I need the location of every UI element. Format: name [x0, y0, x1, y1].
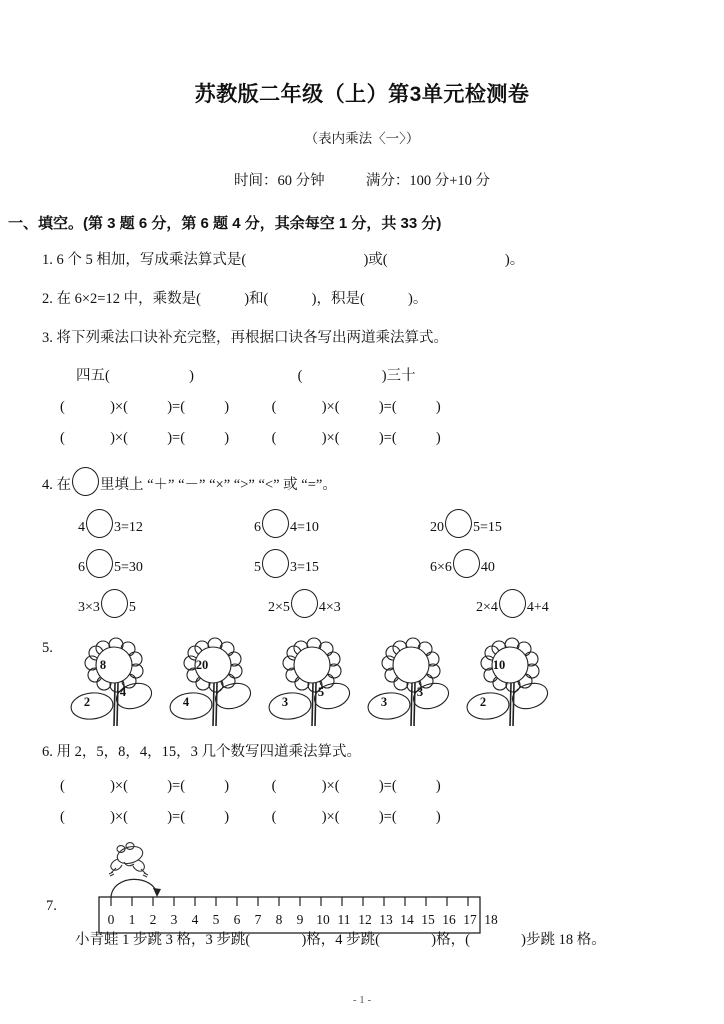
paren-close: ) [224, 399, 230, 416]
svg-text:8: 8 [275, 911, 283, 927]
paren-times: )×( [110, 430, 128, 447]
paren-equals: )=( [378, 430, 397, 447]
question-4-text-b: 里填上 “＋” “－” “×” “>” “<” 或 “=”。 [100, 477, 337, 494]
question-7-text [75, 928, 606, 949]
paren-times: )×( [321, 430, 340, 447]
paren-times: )×( [321, 808, 340, 825]
paren-times: )×( [321, 777, 340, 794]
question-4-item [430, 513, 502, 542]
question-2-text-c: )，积是( [311, 290, 365, 307]
question-4-row [78, 553, 724, 582]
operand-right: 3=12 [114, 519, 143, 535]
total-score: 满分：100 分+10 分 [365, 173, 491, 189]
flower-left-leaf-value[interactable]: 3 [380, 695, 388, 709]
paren-equals: )=( [378, 399, 397, 416]
time-limit: 时间：60 分钟 [233, 173, 325, 189]
question-1-text-c: )。 [504, 252, 525, 268]
equation-slot [272, 809, 441, 825]
paren-close: ) [224, 430, 230, 447]
answer-circle-q4-5[interactable] [262, 549, 289, 578]
answer-circle-q4-3[interactable] [445, 509, 472, 538]
svg-text:15: 15 [421, 911, 435, 927]
question-2 [42, 289, 724, 311]
paren-times: )×( [110, 399, 128, 416]
question-1 [42, 250, 724, 272]
operand-left: 3×3 [78, 599, 100, 615]
operand-left: 6 [78, 559, 85, 575]
operand-left: 4 [78, 519, 85, 535]
paren-open: ( [60, 399, 65, 416]
question-3-equation-row-1 [60, 399, 724, 416]
svg-text:10: 10 [316, 911, 330, 927]
svg-text:5: 5 [212, 911, 220, 927]
question-6-text: 用 2，5，8，4，15，3 几个数写四道乘法算式。 [56, 744, 361, 760]
paren-equals: )=( [167, 808, 186, 825]
flower-left-leaf-value[interactable]: 2 [479, 695, 487, 709]
question-4-item [458, 593, 648, 622]
svg-text:12: 12 [358, 911, 372, 927]
paren-open: ( [271, 399, 277, 416]
answer-circle-q4-2[interactable] [262, 509, 289, 538]
paren-open: ( [60, 430, 65, 447]
question-7-number: 7. [46, 898, 57, 914]
paren-equals: )=( [378, 777, 397, 794]
question-4-row [78, 593, 724, 622]
frog-icon [109, 842, 148, 876]
mnemonic-left [76, 364, 294, 385]
question-4-row [78, 513, 724, 542]
paren-open: ( [271, 777, 277, 794]
answer-circle-q4-6[interactable] [453, 549, 480, 578]
paren-close: ) [435, 430, 441, 447]
svg-text:4: 4 [191, 911, 199, 927]
flower-left-leaf-value[interactable]: 2 [83, 695, 91, 709]
flower-1 [62, 638, 161, 730]
flower-2 [161, 638, 260, 730]
operand-right: 4+4 [526, 599, 549, 615]
question-2-text-b: )和( [244, 290, 269, 307]
paren-equals: )=( [167, 399, 186, 416]
paren-times: )×( [321, 399, 340, 416]
question-4 [42, 471, 724, 500]
paren-equals: )=( [378, 808, 397, 825]
question-5-number: 5. [42, 640, 53, 657]
svg-text:0: 0 [107, 911, 115, 927]
paren-open: ( [271, 808, 277, 825]
question-3-text: 将下列乘法口诀补充完整，再根据口诀各写出两道乘法算式。 [56, 329, 448, 346]
question-1-text-b: )或( [363, 252, 388, 268]
question-4-number: 4. [42, 477, 53, 494]
paren-close: ) [435, 777, 441, 794]
operand-right: 4×3 [318, 599, 341, 615]
svg-text:9: 9 [296, 911, 304, 927]
tick-marks [111, 897, 468, 906]
operand-right: 5=15 [473, 519, 502, 535]
question-7-text-d: )步跳 18 格。 [521, 932, 606, 948]
question-4-item [254, 553, 430, 582]
svg-text:11: 11 [337, 911, 351, 927]
svg-text:3: 3 [170, 911, 178, 927]
operand-left: 5 [254, 559, 261, 575]
question-4-item [268, 593, 458, 622]
operand-left: 6 [254, 519, 261, 535]
mnemonic-right-text-b: )三十 [381, 368, 416, 385]
jump-arc [111, 879, 157, 897]
svg-text:16: 16 [442, 911, 456, 927]
svg-text:14: 14 [400, 911, 414, 927]
question-4-item [430, 553, 495, 582]
operand-left: 6×6 [430, 559, 452, 575]
question-7-text-a: 小青蛙 1 步跳 3 格，3 步跳( [75, 932, 251, 948]
flower-right-leaf-value[interactable]: 5 [317, 685, 325, 699]
svg-text:7: 7 [254, 911, 262, 927]
page-subtitle: （表内乘法〈一〉） [304, 131, 420, 146]
equation-slot [60, 399, 268, 416]
paren-open: ( [60, 777, 65, 794]
paren-close: ) [435, 808, 441, 825]
numberline-drawing [97, 842, 498, 927]
flower-left-leaf-value[interactable]: 3 [281, 695, 289, 709]
question-5-flower-row [62, 638, 724, 730]
answer-circle-q4-7[interactable] [101, 589, 128, 618]
svg-text:6: 6 [233, 911, 241, 927]
question-6 [42, 742, 724, 764]
paren-open: ( [271, 430, 277, 447]
question-4-item [78, 513, 254, 542]
paren-close: ) [224, 808, 230, 825]
answer-circle-q4-8[interactable] [291, 589, 318, 618]
svg-text:18: 18 [484, 911, 498, 927]
question-1-number: 1. [42, 252, 53, 268]
paren-times: )×( [110, 777, 128, 794]
question-4-grid [78, 513, 724, 622]
question-7-text-b: )格，4 步跳( [301, 932, 380, 948]
question-4-text-a: 在 [56, 477, 71, 494]
page-title: 苏教版二年级（上）第3单元检测卷 [194, 83, 530, 106]
section-heading-fill-in-blank: 一、填空。(第 3 题 6 分，第 6 题 4 分，其余每空 1 分，共 33 分) [8, 215, 442, 232]
answer-circle-q4-9[interactable] [499, 589, 526, 618]
flower-drawing-icon [62, 638, 161, 730]
question-3 [42, 328, 724, 350]
flower-right-leaf-value[interactable]: 4 [119, 685, 127, 699]
question-1-text-a: 6 个 5 相加，写成乘法算式是( [56, 252, 247, 268]
flower-left-leaf-value[interactable]: 4 [182, 695, 190, 709]
equation-slot [272, 778, 441, 794]
svg-text:17: 17 [463, 911, 477, 927]
question-3-number: 3. [42, 329, 53, 346]
operand-left: 20 [430, 519, 444, 535]
operand-right: 3=15 [290, 559, 319, 575]
flower-center-value[interactable]: 20 [195, 658, 209, 672]
tick-labels [108, 912, 498, 927]
question-6-equation-row-2 [60, 809, 724, 826]
paren-equals: )=( [167, 430, 186, 447]
paren-close: ) [435, 399, 441, 416]
flower-drawing-icon [458, 638, 557, 730]
operand-left: 2×4 [476, 599, 498, 615]
svg-text:13: 13 [379, 911, 393, 927]
question-6-number: 6. [42, 744, 53, 760]
svg-text:2: 2 [149, 911, 157, 927]
answer-circle-q4-4[interactable] [86, 549, 113, 578]
flower-right-leaf-value[interactable]: 3 [416, 685, 424, 699]
exam-meta [0, 169, 724, 190]
flower-drawing-icon [161, 638, 260, 730]
arrow-head [153, 888, 161, 897]
flower-drawing-icon [359, 638, 458, 730]
operand-right: 40 [480, 559, 495, 575]
paren-times: )×( [110, 808, 128, 825]
flower-3 [260, 638, 359, 730]
flower-drawing-icon [260, 638, 359, 730]
mnemonic-left-text-b: ) [189, 368, 194, 385]
question-2-number: 2. [42, 290, 53, 307]
question-2-text-a: 在 6×2=12 中，乘数是( [56, 290, 201, 307]
equation-slot [60, 430, 268, 447]
flower-4 [359, 638, 458, 730]
flower-center-value[interactable]: 10 [492, 658, 506, 672]
question-3-equation-row-2 [60, 430, 724, 447]
equation-slot [272, 430, 441, 446]
equation-slot [60, 809, 268, 826]
equation-slot [60, 778, 268, 795]
paren-equals: )=( [167, 777, 186, 794]
paren-open: ( [60, 808, 65, 825]
equation-slot [272, 399, 441, 415]
question-2-text-d: )。 [408, 290, 428, 307]
question-7-numberline [97, 842, 498, 927]
operand-left: 2×5 [268, 599, 290, 615]
question-7-text-c: )格，( [431, 932, 470, 948]
operand-right: 5=30 [114, 559, 143, 575]
flower-5 [458, 638, 557, 730]
svg-text:1: 1 [128, 911, 136, 927]
question-4-item [254, 513, 430, 542]
mnemonic-right-text-a: ( [297, 368, 303, 385]
page-footer: - 1 - [352, 994, 372, 1006]
flower-center-value[interactable]: 8 [99, 658, 107, 672]
mnemonic-left-text-a: 四五( [76, 368, 110, 385]
operand-right: 5 [128, 599, 136, 615]
paren-close: ) [224, 777, 230, 794]
question-3-mnemonic-row [76, 364, 724, 385]
mnemonic-right [298, 368, 416, 384]
question-4-item [78, 593, 268, 622]
operand-right: 4=10 [290, 519, 319, 535]
question-4-item [78, 553, 254, 582]
answer-circle-q4-inline[interactable] [72, 467, 99, 496]
question-6-equation-row-1 [60, 778, 724, 795]
answer-circle-q4-1[interactable] [86, 509, 113, 538]
